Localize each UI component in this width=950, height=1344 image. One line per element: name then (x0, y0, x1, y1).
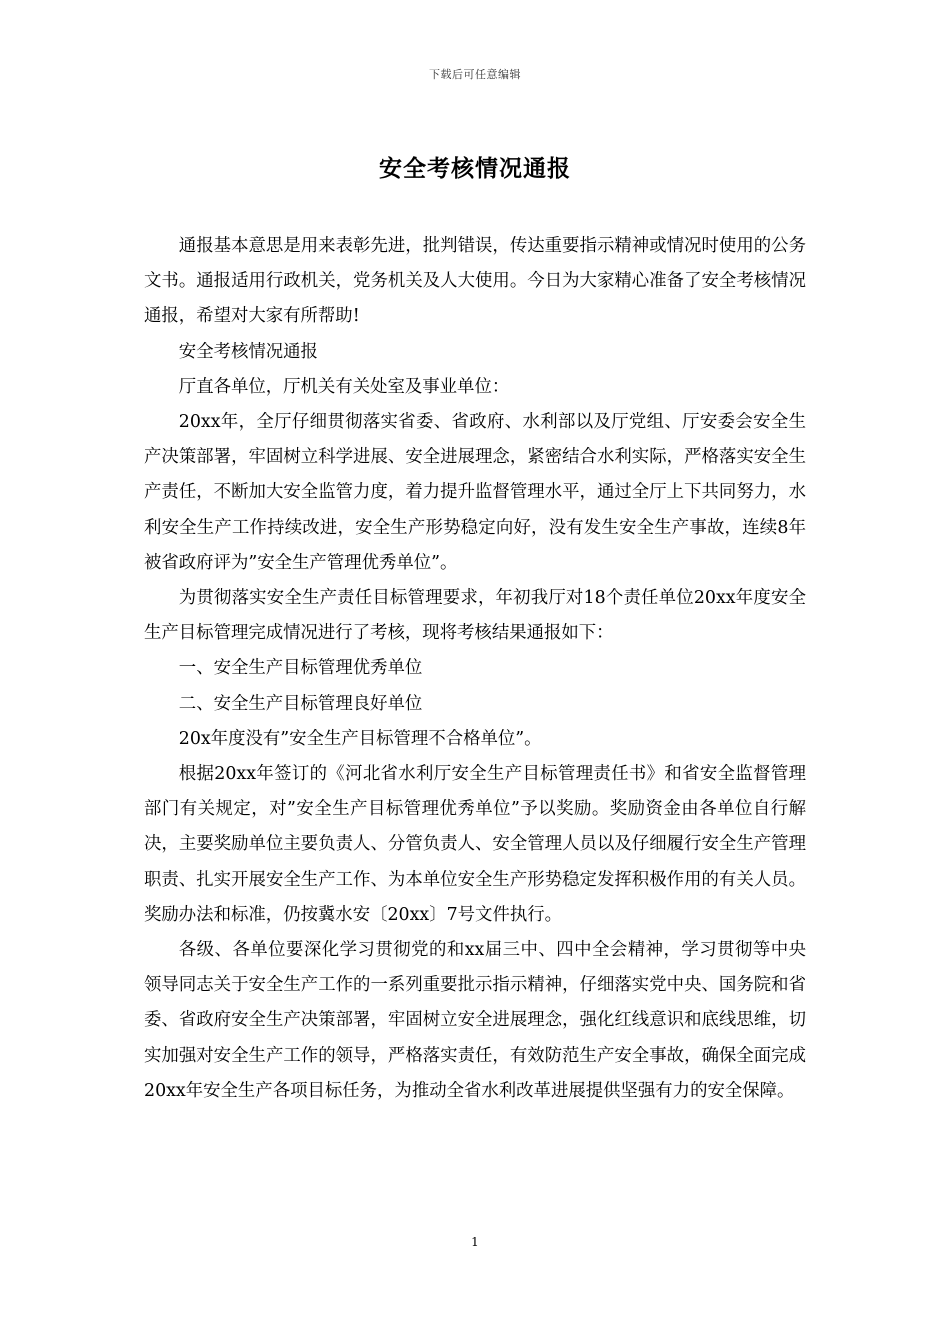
page-number: 1 (471, 1235, 479, 1249)
document-body (144, 229, 806, 1109)
paragraph-excellent-units: 一、安全生产目标管理优秀单位 (178, 658, 423, 679)
paragraph-assessment: 为贯彻落实安全生产责任目标管理要求，年初我厅对18个责任单位20xx年度安全生产目标管理完成情况进行了考核，现将考核结果通报如下： (144, 588, 806, 644)
paragraph-intro: 通报基本意思是用来表彰先进，批判错误，传达重要指示精神或情况时使用的公务文书。通报适用行政机关，党务机关及人大使用。今日为大家精心准备了安全考核情况通报，希望对大家有所帮助! (144, 236, 806, 327)
paragraph-requirements: 各级、各单位要深化学习贯彻党的和xx届三中、四中全会精神，学习贯彻等中央领导同志关于安全生产工作的一系列重要批示指示精神，仔细落实党中央、国务院和省委、省政府安全生产决策部署，牢固树立安全进展理念，强化红线意识和底线思维，切实加强对安全生产工作的领导，严格落实责任，有效防范生产安全事故，确保全面完成20xx年安全生产各项目标任务，为推动全省水利改革进展提供坚强有力的安全保障。 (144, 940, 806, 1101)
header-note: 下载后可任意编辑 (429, 68, 521, 81)
paragraph-subtitle: 安全考核情况通报 (178, 341, 318, 362)
paragraph-no-failing-units: 20x年度没有”安全生产目标管理不合格单位”。 (178, 728, 542, 749)
paragraph-salutation: 厅直各单位，厅机关有关处室及事业单位： (178, 376, 510, 397)
document-title: 安全考核情况通报 (379, 155, 571, 182)
paragraph-rewards: 根据20xx年签订的《河北省水利厅安全生产目标管理责任书》和省安全监督管理部门有关规定，对”安全生产目标管理优秀单位”予以奖励。奖励资金由各单位自行解决，主要奖励单位主要负责人、分管负责人、安全管理人员以及仔细履行安全生产管理职责、扎实开展安全生产工作、为本单位安全生产形势稳定发挥积极作用的有关人员。奖励办法和标准，仍按冀水安〔20xx〕7号文件执行。 (144, 764, 806, 925)
paragraph-summary: 20xx年，全厅仔细贯彻落实省委、省政府、水利部以及厅党组、厅安委会安全生产决策部署，牢固树立科学进展、安全进展理念，紧密结合水利实际，严格落实安全生产责任，不断加大安全监管力度，着力提升监督管理水平，通过全厅上下共同努力，水利安全生产工作持续改进，安全生产形势稳定向好，没有发生安全生产事故，连续8年被省政府评为”安全生产管理优秀单位”。 (144, 412, 806, 573)
paragraph-good-units: 二、安全生产目标管理良好单位 (178, 693, 423, 714)
